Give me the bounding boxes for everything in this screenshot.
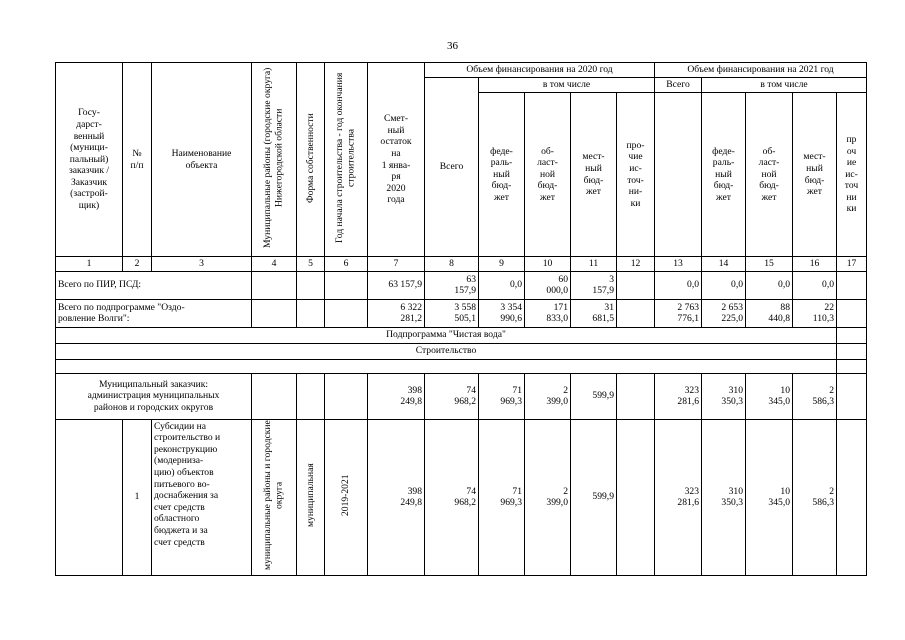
- col-number: 2: [123, 257, 152, 272]
- cell-regional-2021: 88 440,8: [746, 299, 793, 327]
- cell-federal-2020: 3 354 990,6: [479, 299, 525, 327]
- empty-cell: [252, 271, 297, 299]
- cell-local-2020: 599,9: [571, 419, 617, 575]
- col-number: 16: [793, 257, 837, 272]
- col-number: 3: [152, 257, 252, 272]
- col-number: 9: [479, 257, 525, 272]
- cell-federal-2021: 2 653 225,0: [702, 299, 746, 327]
- empty-cell: [56, 419, 123, 575]
- cell-remainder: 398 249,8: [368, 373, 425, 419]
- header-row-1: [56, 63, 867, 78]
- cell-total-2021: 0,0: [655, 271, 702, 299]
- spacer-row: [56, 359, 867, 373]
- empty-cell: [617, 419, 655, 575]
- header-federal-2021: феде- раль- ный бюд- жет: [702, 93, 746, 257]
- header-object-name: Наименование объекта: [152, 63, 252, 257]
- col-number: 10: [525, 257, 571, 272]
- cell-regional-2020: 60 000,0: [525, 271, 571, 299]
- header-federal-2020: феде- раль- ный бюд- жет: [479, 93, 525, 257]
- cell-regional-2020: 2 399,0: [525, 373, 571, 419]
- header-remainder: Смет- ный остаток на 1 янва- ря 2020 года: [368, 63, 425, 257]
- col-number: 5: [297, 257, 325, 272]
- empty-cell: [837, 271, 867, 299]
- header-including-2021: в том числе: [702, 78, 867, 93]
- table-row-customer: [56, 373, 867, 419]
- header-customer: Госу- дарст- венный (муници- пальный) заказчик / Заказчик (застрой- щик): [56, 63, 123, 257]
- item-number: 1: [123, 419, 152, 575]
- page-number: 36: [447, 40, 458, 52]
- col-number: 14: [702, 257, 746, 272]
- item-ownership: муниципальная: [297, 419, 325, 575]
- cell-local-2021: 0,0: [793, 271, 837, 299]
- empty-cell: [837, 373, 867, 419]
- cell-federal-2020: 71 969,3: [479, 373, 525, 419]
- col-number: 12: [617, 257, 655, 272]
- cell-remainder: 398 249,8: [368, 419, 425, 575]
- financing-table: [55, 62, 867, 576]
- row-label: Муниципальный заказчик: администрация муниципальных районов и городских округов: [56, 373, 252, 419]
- cell-total-2020: 74 968,2: [425, 373, 479, 419]
- cell-local-2021: 2 586,3: [793, 373, 837, 419]
- col-number: 4: [252, 257, 297, 272]
- cell-remainder: 6 322 281,2: [368, 299, 425, 327]
- col-number: 11: [571, 257, 617, 272]
- header-regional-2020: об- ласт- ной бюд- жет: [525, 93, 571, 257]
- cell-total-2020: 74 968,2: [425, 419, 479, 575]
- empty-cell: [56, 359, 837, 373]
- item-districts: муниципальные районы и городские округа: [252, 419, 297, 575]
- col-number: 13: [655, 257, 702, 272]
- empty-cell: [617, 299, 655, 327]
- cell-total-2020: 3 558 505,1: [425, 299, 479, 327]
- col-number: 6: [325, 257, 368, 272]
- header-total-2020: Всего: [425, 78, 479, 257]
- cell-local-2021: 22 110,3: [793, 299, 837, 327]
- empty-cell: [297, 299, 325, 327]
- col-number: 8: [425, 257, 479, 272]
- cell-remainder: 63 157,9: [368, 271, 425, 299]
- cell-federal-2020: 0,0: [479, 271, 525, 299]
- header-total-2021-empty: [655, 93, 702, 257]
- section-title: Подпрограмма "Чистая вода": [56, 327, 837, 343]
- header-fin-2020: Объем финансирования на 2020 год: [425, 63, 655, 78]
- empty-cell: [297, 373, 325, 419]
- header-other-2021: пр оч ие ис- точ ни ки: [837, 93, 867, 257]
- cell-federal-2021: 310 350,3: [702, 419, 746, 575]
- subsection-title: Строительство: [56, 343, 837, 359]
- empty-cell: [837, 419, 867, 575]
- cell-total-2020: 63 157,9: [425, 271, 479, 299]
- empty-cell: [837, 299, 867, 327]
- cell-regional-2021: 10 345,0: [746, 373, 793, 419]
- row-label: Всего по подпрограмме "Оздо- ровление Волги":: [56, 299, 252, 327]
- empty-cell: [617, 373, 655, 419]
- column-numbers-row: [56, 257, 867, 272]
- empty-cell: [837, 343, 867, 359]
- cell-regional-2021: 10 345,0: [746, 419, 793, 575]
- col-number: 1: [56, 257, 123, 272]
- cell-regional-2021: 0,0: [746, 271, 793, 299]
- empty-cell: [252, 299, 297, 327]
- header-including-2020: в том числе: [479, 78, 655, 93]
- header-total-2021: Всего: [655, 78, 702, 93]
- header-districts: Муниципальные районы (городские округа) Нижегородской области: [252, 63, 297, 257]
- col-number: 17: [837, 257, 867, 272]
- item-name: Субсидии на строительство и реконструкцию (модерниза- цию) объектов питьевого во- доснабжения за счет средств областного бюджета и за счет средств: [152, 419, 252, 575]
- cell-regional-2020: 171 833,0: [525, 299, 571, 327]
- col-number: 15: [746, 257, 793, 272]
- empty-cell: [837, 327, 867, 343]
- empty-cell: [837, 359, 867, 373]
- empty-cell: [325, 373, 368, 419]
- table-row-subprogram-total: [56, 299, 867, 327]
- item-years: 2019-2021: [325, 419, 368, 575]
- empty-cell: [617, 271, 655, 299]
- cell-federal-2021: 0,0: [702, 271, 746, 299]
- table-row-pir-total: [56, 271, 867, 299]
- table-row-item-1: [56, 419, 867, 575]
- empty-cell: [252, 373, 297, 419]
- header-ownership: Форма собственности: [297, 63, 325, 257]
- row-label: Всего по ПИР, ПСД:: [56, 271, 252, 299]
- empty-cell: [325, 299, 368, 327]
- col-number: 7: [368, 257, 425, 272]
- cell-federal-2021: 310 350,3: [702, 373, 746, 419]
- empty-cell: [325, 271, 368, 299]
- header-regional-2021: об- ласт- ной бюд- жет: [746, 93, 793, 257]
- cell-regional-2020: 2 399,0: [525, 419, 571, 575]
- cell-total-2021: 323 281,6: [655, 419, 702, 575]
- section-row: [56, 327, 867, 343]
- cell-local-2020: 31 681,5: [571, 299, 617, 327]
- empty-cell: [297, 271, 325, 299]
- header-local-2021: мест- ный бюд- жет: [793, 93, 837, 257]
- header-years: Год начала строительства - год окончания строительства: [325, 63, 368, 257]
- header-num: № п/п: [123, 63, 152, 257]
- cell-total-2021: 2 763 776,1: [655, 299, 702, 327]
- header-other-2020: про- чие ис- точ- ни- ки: [617, 93, 655, 257]
- cell-local-2021: 2 586,3: [793, 419, 837, 575]
- cell-total-2021: 323 281,6: [655, 373, 702, 419]
- cell-local-2020: 599,9: [571, 373, 617, 419]
- header-fin-2021: Объем финансирования на 2021 год: [655, 63, 867, 78]
- subsection-row: [56, 343, 867, 359]
- cell-federal-2020: 71 969,3: [479, 419, 525, 575]
- header-local-2020: мест- ный бюд- жет: [571, 93, 617, 257]
- cell-local-2020: 3 157,9: [571, 271, 617, 299]
